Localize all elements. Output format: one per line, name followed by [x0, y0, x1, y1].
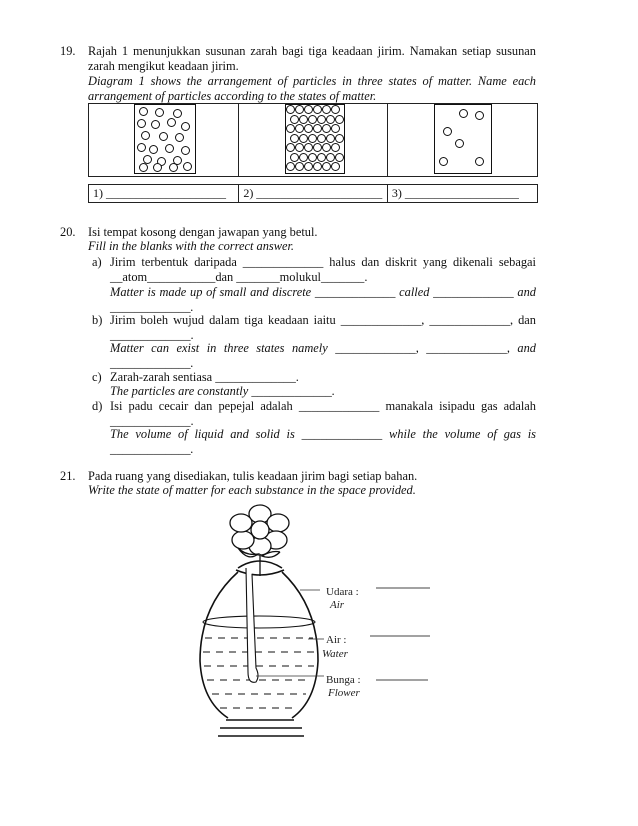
box1-particle [151, 120, 160, 129]
box2-particle [308, 153, 317, 162]
flower-icon [230, 505, 289, 557]
question-text-malay: Isi tempat kosong dengan jawapan yang betul. [88, 225, 318, 239]
box2-particle [304, 124, 313, 133]
box2-particle [313, 162, 322, 171]
box1-particle [139, 107, 148, 116]
box2-particle [335, 115, 344, 124]
answer-blank-1[interactable]: 1) ____________________ [89, 185, 239, 203]
answer-blank-2[interactable]: 2) _____________________ [239, 185, 388, 203]
box2-particle [286, 105, 295, 114]
label-air-malay: Udara : [326, 586, 359, 598]
item-b-malay: Jirim boleh wujud dalam tiga keadaan iaitu _____________, _____________, dan _____________. [110, 313, 536, 342]
box1-particle [175, 133, 184, 142]
box2-particle [304, 162, 313, 171]
question-text-english: Diagram 1 shows the arrangement of particles in three states of matter. Name each arrangement of particles according to the states of matter. [88, 74, 536, 103]
box3-particle [475, 111, 484, 120]
box2-particle [286, 143, 295, 152]
box1-particle [169, 163, 178, 172]
box2-particle [331, 124, 340, 133]
box2-particle [295, 143, 304, 152]
item-a-english: Matter is made up of small and discrete _____________ called _____________ and _____________. [110, 285, 536, 314]
box1-particle [181, 146, 190, 155]
box2-particle [286, 124, 295, 133]
box1-particle [141, 131, 150, 140]
box2-particle [299, 115, 308, 124]
box1-particle [139, 163, 148, 172]
box2-particle [331, 162, 340, 171]
particle-box-2 [285, 104, 345, 174]
question-number: 19. [60, 44, 76, 58]
question-number: 20. [60, 225, 76, 239]
label-water-malay: Air : [326, 634, 347, 646]
box1-particle [155, 108, 164, 117]
box2-particle [326, 115, 335, 124]
question-text-malay: Pada ruang yang disediakan, tulis keadaan jirim bagi setiap bahan. [88, 469, 418, 483]
box1-particle [137, 143, 146, 152]
label-flower-malay: Bunga : [326, 674, 361, 686]
box1-particle [173, 109, 182, 118]
box2-particle [304, 143, 313, 152]
box2-particle [286, 162, 295, 171]
box1-particle [183, 162, 192, 171]
box1-particle [159, 132, 168, 141]
box2-particle [317, 134, 326, 143]
answer-blank-3[interactable]: 3) ___________________ [387, 185, 537, 203]
box1-particle [153, 163, 162, 172]
item-letter: c) [92, 370, 102, 384]
item-c-malay: Zarah-zarah sentiasa _____________. [110, 370, 299, 384]
box2-particle [308, 134, 317, 143]
box1-particle [149, 145, 158, 154]
label-air-english: Air [330, 599, 345, 611]
box2-particle [290, 153, 299, 162]
item-d-english: The volume of liquid and solid is _____________ while the volume of gas is _____________. [110, 427, 536, 456]
label-water-english: Water [322, 648, 348, 660]
box1-particle [165, 144, 174, 153]
box1-particle [137, 119, 146, 128]
question-text-malay: Rajah 1 menunjukkan susunan zarah bagi tiga keadaan jirim. Namakan setiap susunan zarah mengikut keadaan jirim. [88, 44, 536, 73]
box2-particle [295, 124, 304, 133]
item-letter: d) [92, 399, 103, 413]
box2-particle [322, 124, 331, 133]
box3-particle [455, 139, 464, 148]
box2-particle [313, 124, 322, 133]
box2-particle [326, 153, 335, 162]
box1-particle [181, 122, 190, 131]
item-c-english: The particles are constantly _____________. [110, 384, 335, 398]
box2-particle [308, 115, 317, 124]
item-a-malay: Jirim terbentuk daripada _____________ halus dan diskrit yang dikenali sebagai __atom___________dan _______molukul_______. [110, 255, 536, 284]
box2-particle [290, 134, 299, 143]
box2-particle [299, 134, 308, 143]
box2-particle [313, 105, 322, 114]
vase-flower-illustration [190, 496, 440, 756]
box2-particle [331, 143, 340, 152]
box3-particle [439, 157, 448, 166]
box2-particle [295, 162, 304, 171]
box2-particle [317, 153, 326, 162]
box3-particle [443, 127, 452, 136]
item-b-english: Matter can exist in three states namely _____________, _____________, and _____________. [110, 341, 536, 370]
particle-box-1 [134, 104, 196, 174]
box2-particle [317, 115, 326, 124]
box2-particle [322, 105, 331, 114]
water-dashes [203, 638, 315, 708]
label-flower-english: Flower [328, 687, 360, 699]
item-d-malay: Isi padu cecair dan pepejal adalah _____________ manakala isipadu gas adalah _____________. [110, 399, 536, 428]
box3-particle [475, 157, 484, 166]
box2-particle [290, 115, 299, 124]
question-number: 21. [60, 469, 76, 483]
question-text-english: Fill in the blanks with the correct answer. [88, 239, 295, 253]
box2-particle [335, 153, 344, 162]
box1-particle [167, 118, 176, 127]
item-letter: a) [92, 255, 102, 269]
vase-icon [200, 561, 318, 736]
box2-particle [322, 162, 331, 171]
item-letter: b) [92, 313, 103, 327]
particle-box-3 [434, 104, 492, 174]
box2-particle [299, 153, 308, 162]
box2-particle [322, 143, 331, 152]
box3-particle [459, 109, 468, 118]
box2-particle [331, 105, 340, 114]
box2-particle [304, 105, 313, 114]
box2-particle [313, 143, 322, 152]
box2-particle [295, 105, 304, 114]
box2-particle [326, 134, 335, 143]
question-text-english: Write the state of matter for each substance in the space provided. [88, 483, 416, 497]
box2-particle [335, 134, 344, 143]
